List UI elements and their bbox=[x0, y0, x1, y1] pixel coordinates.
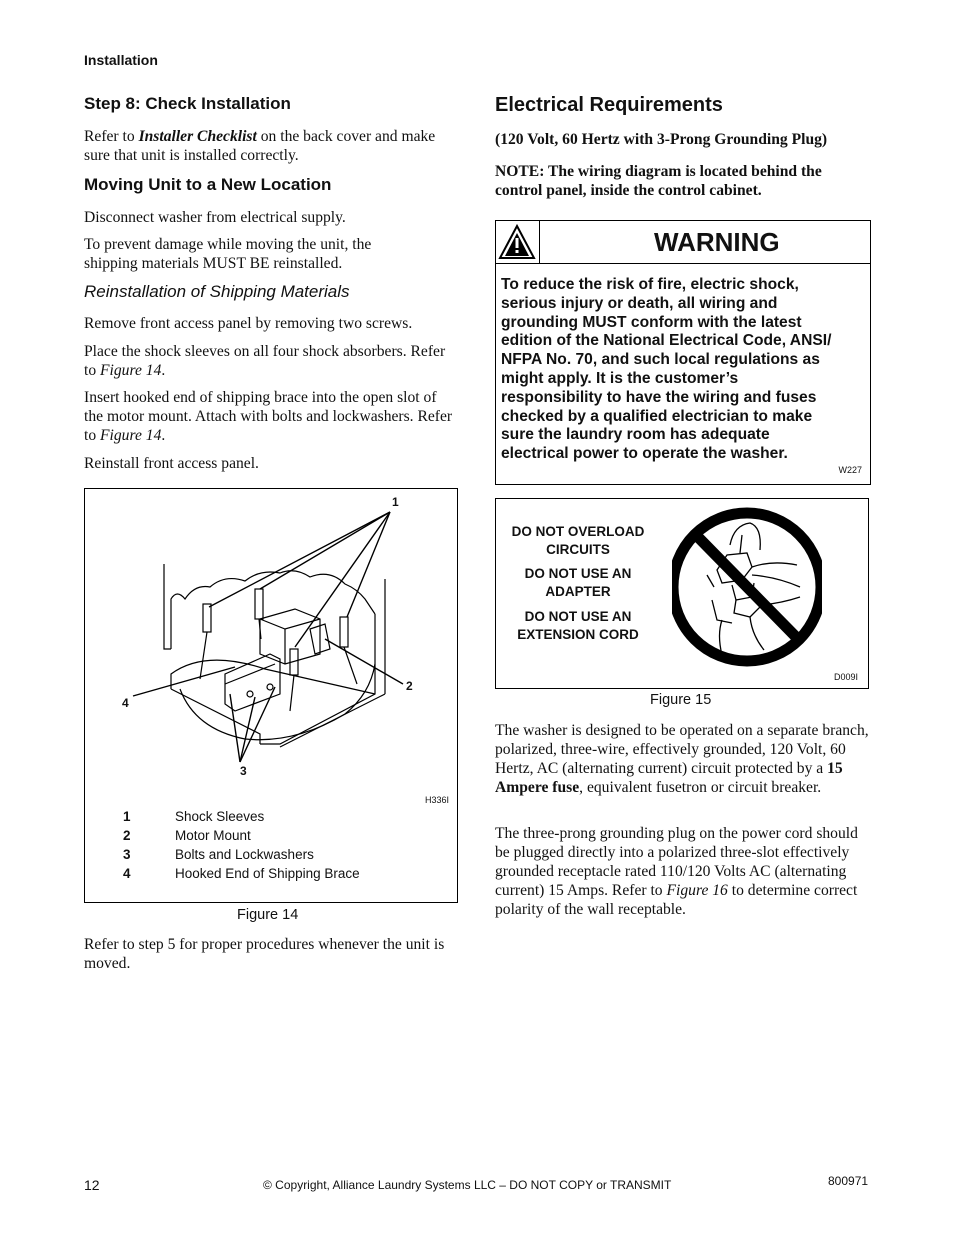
legend-text: Hooked End of Shipping Brace bbox=[175, 866, 360, 881]
figure-14-box bbox=[84, 488, 458, 903]
no-adapter-line-1: DO NOT USE AN bbox=[524, 566, 632, 581]
step8-paragraph: Refer to Installer Checklist on the back cover and make sure that unit is installed correctly. bbox=[84, 128, 436, 164]
legend-number: 3 bbox=[123, 847, 131, 862]
legend-number: 4 bbox=[123, 866, 131, 881]
warning-line: might apply. It is the customer’s bbox=[501, 369, 739, 387]
legend-number: 2 bbox=[123, 828, 131, 843]
no-overload-line-2: CIRCUITS bbox=[546, 542, 610, 557]
electrical-subheading: (120 Volt, 60 Hertz with 3-Prong Grounding Plug) bbox=[495, 131, 828, 148]
figure-14-code: H336I bbox=[425, 795, 450, 805]
warning-line: electrical power to operate the washer. bbox=[501, 445, 788, 463]
washer-circuit-paragraph: The washer is designed to be operated on a separate branch, polarized, three-wire, effectively grounded, 120 Volt, 60 Hertz, AC (alternating current) circuit protected by a 15 Ampere fuse, equivalent fusetron or circuit breaker. bbox=[495, 722, 869, 796]
document-number: 800971 bbox=[828, 1174, 869, 1188]
legend-text: Bolts and Lockwashers bbox=[175, 847, 314, 862]
page-number: 12 bbox=[84, 1177, 100, 1193]
warning-line: edition of the National Electrical Code, ANSI/ bbox=[501, 332, 832, 350]
figure-15-caption: Figure 15 bbox=[650, 692, 712, 708]
warning-line: grounding MUST conform with the latest bbox=[501, 313, 802, 331]
warning-icon-cell bbox=[496, 221, 540, 264]
no-extension-line-2: EXTENSION CORD bbox=[517, 627, 639, 642]
reinstall-paragraph-3: Insert hooked end of shipping brace into the open slot of the motor mount. Attach with bolts and lockwashers. Refer to Figure 14. bbox=[84, 389, 453, 444]
moving-heading: Moving Unit to a New Location bbox=[84, 175, 332, 194]
callout-2: 2 bbox=[406, 679, 413, 693]
figure-15-code: D009I bbox=[833, 672, 858, 682]
grounding-plug-paragraph: The three-prong grounding plug on the power cord should be plugged directly into a polarized three-slot effectively grounded receptacle rated 110/120 Volts AC (alternating current) 15 Amps. Refer to Figure 16 to determine correct polarity of the wall receptable. bbox=[495, 825, 858, 918]
reinstall-paragraph-4: Reinstall front access panel. bbox=[84, 455, 259, 472]
reinstall-paragraph-2: Place the shock sleeves on all four shock absorbers. Refer to Figure 14. bbox=[84, 343, 446, 379]
no-overload-text bbox=[504, 523, 652, 559]
legend-text: Shock Sleeves bbox=[175, 809, 265, 824]
figure-15-box bbox=[495, 498, 869, 689]
figure-14-caption: Figure 14 bbox=[237, 907, 299, 923]
prohibited-plugs-icon bbox=[672, 505, 822, 669]
figure-14-legend bbox=[123, 809, 360, 885]
warning-line: sure the laundry room has adequate bbox=[501, 426, 770, 444]
moving-paragraph-2: To prevent damage while moving the unit, the shipping materials MUST BE reinstalled. bbox=[84, 236, 372, 272]
no-extension-line-1: DO NOT USE AN bbox=[524, 609, 632, 624]
copyright-notice: © Copyright, Alliance Laundry Systems LLC – DO NOT COPY or TRANSMIT bbox=[263, 1178, 672, 1192]
wiring-note: NOTE: The wiring diagram is located behind the control panel, inside the control cabinet. bbox=[495, 163, 822, 199]
no-extension-text bbox=[504, 608, 652, 644]
legend-number: 1 bbox=[123, 809, 131, 824]
callout-1: 1 bbox=[392, 495, 399, 509]
electrical-heading: Electrical Requirements bbox=[495, 94, 723, 116]
no-adapter-line-2: ADAPTER bbox=[545, 584, 611, 599]
warning-text bbox=[501, 276, 869, 464]
legend-row bbox=[123, 809, 360, 828]
warning-code: W227 bbox=[838, 465, 862, 475]
section-label: Installation bbox=[84, 52, 158, 68]
callout-3: 3 bbox=[240, 764, 247, 778]
callout-4: 4 bbox=[122, 696, 129, 710]
warning-line: NFPA No. 70, and such local regulations as bbox=[501, 351, 820, 369]
legend-row bbox=[123, 866, 360, 885]
no-adapter-text bbox=[504, 565, 652, 601]
warning-line: responsibility to have the wiring and fuses bbox=[501, 388, 817, 406]
warning-title: WARNING bbox=[654, 227, 780, 257]
warning-box bbox=[495, 220, 871, 485]
reinstall-paragraph-1: Remove front access panel by removing two screws. bbox=[84, 315, 413, 332]
legend-text: Motor Mount bbox=[175, 828, 251, 843]
reinstall-heading: Reinstallation of Shipping Materials bbox=[84, 282, 350, 301]
closing-paragraph: Refer to step 5 for proper procedures whenever the unit is moved. bbox=[84, 936, 445, 972]
legend-row bbox=[123, 847, 360, 866]
warning-line: checked by a qualified electrician to make bbox=[501, 407, 813, 425]
no-overload-line-1: DO NOT OVERLOAD bbox=[511, 524, 645, 539]
warning-line: To reduce the risk of fire, electric shock, bbox=[501, 276, 799, 293]
moving-paragraph-1: Disconnect washer from electrical supply. bbox=[84, 209, 346, 226]
legend-row bbox=[123, 828, 360, 847]
warning-line: serious injury or death, all wiring and bbox=[501, 294, 778, 312]
warning-triangle-icon bbox=[496, 221, 538, 262]
step8-heading: Step 8: Check Installation bbox=[84, 94, 291, 113]
